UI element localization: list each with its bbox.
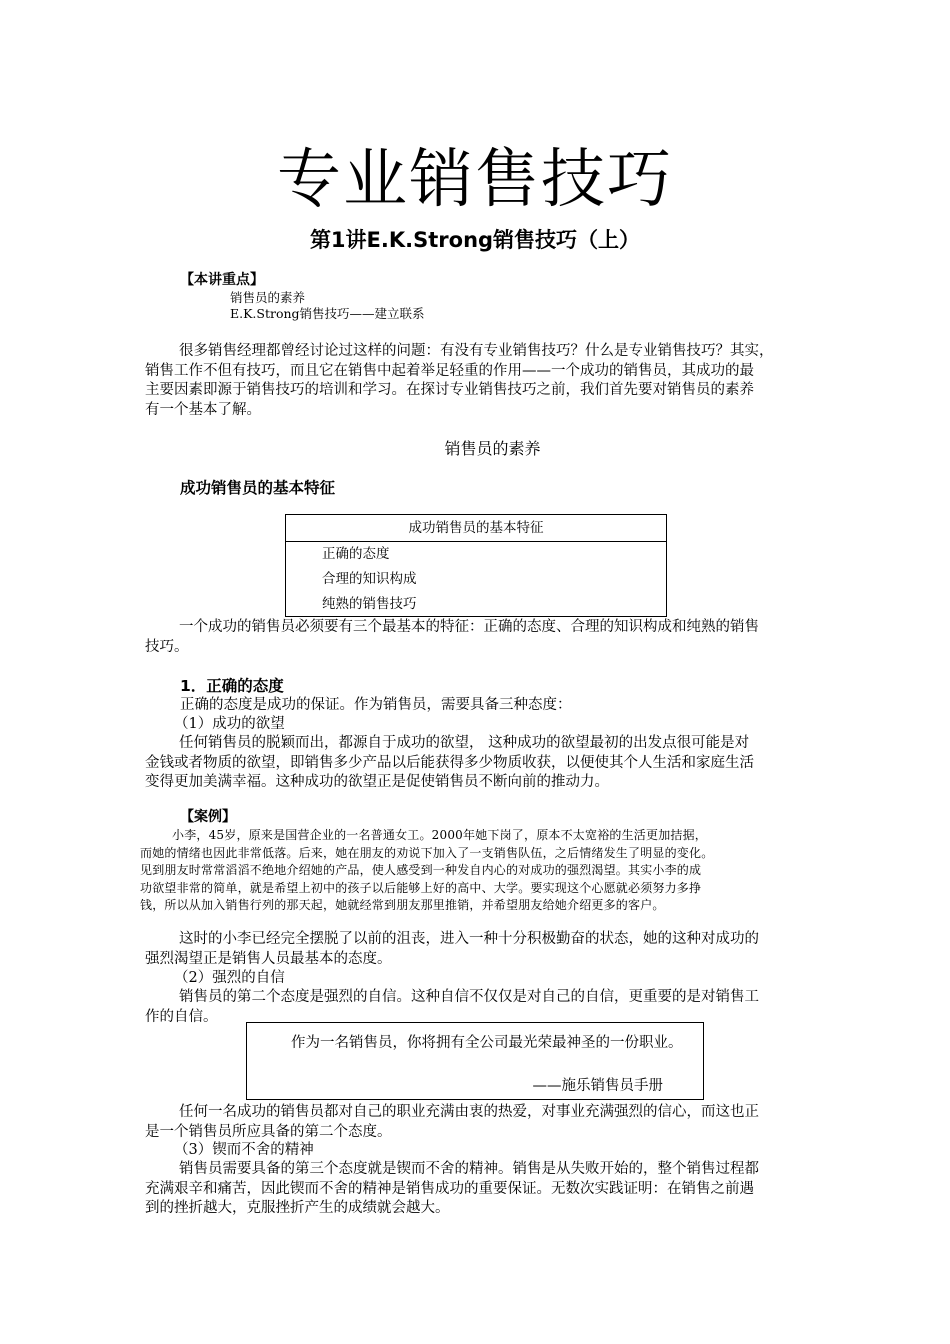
point-heading: 1．正确的态度	[180, 677, 284, 695]
desire-paragraph: 任何销售员的脱颖而出，都源自于成功的欲望， 这种成功的欲望最初的出发点很可能是对 金钱或者物质的欲望，即销售多少产品以后能获得多少物质收获，以便使其个人生活和家庭生活 变得更加美满幸福。这种成功的欲望正是促使销售员不断向前的推动力。	[145, 735, 754, 790]
features-box	[285, 514, 667, 617]
keypoints-label: 【本讲重点】	[180, 272, 264, 288]
case-follow-paragraph: 这时的小李已经完全摆脱了以前的沮丧，进入一种十分积极勤奋的状态，她的这种对成功的 强烈渴望正是销售人员最基本的态度。	[145, 931, 759, 967]
intro-paragraph: 很多销售经理都曾经讨论过这样的问题：有没有专业销售技巧？什么是专业销售技巧？其实， 销售工作不但有技巧，而且它在销售中起着举足轻重的作用——一个成功的销售员，其成功的最 主要因素即源于销售技巧的培训和学习。在探讨专业销售技巧之前，我们首先要对销售员的素养 有一个基本了解。	[145, 343, 774, 418]
perseverance-paragraph: 销售员需要具备的第三个态度就是锲而不舍的精神。销售是从失败开始的，整个销售过程都 充满艰辛和痛苦，因此锲而不舍的精神是销售成功的重要保证。无数次实践证明：在销售之前遇 到的挫折越大，克服挫折产生的成绩就会越大。	[145, 1161, 759, 1216]
keypoint-item: 销售员的素养	[230, 290, 306, 305]
quote-source: ——施乐销售员手册	[532, 1078, 663, 1094]
point-line: 正确的态度是成功的保证。作为销售员，需要具备三种态度：	[180, 697, 572, 713]
confidence-paragraph: 销售员的第二个态度是强烈的自信。这种自信不仅仅是对自己的自信，更重要的是对销售工 作的自信。	[145, 989, 759, 1025]
features-paragraph: 一个成功的销售员必须要有三个最基本的特征：正确的态度、合理的知识构成和纯熟的销售 技巧。	[145, 619, 759, 655]
sub-heading: （1）成功的欲望	[174, 716, 285, 732]
section-heading: 销售员的素养	[444, 439, 541, 458]
keypoint-item: E.K.Strong销售技巧——建立联系	[230, 306, 425, 321]
lecture-subtitle: 第1讲E.K.Strong销售技巧（上）	[309, 228, 641, 252]
feature-item: 纯熟的销售技巧	[322, 596, 417, 612]
subsection-heading: 成功销售员的基本特征	[180, 479, 336, 497]
case-label: 【案例】	[180, 809, 236, 825]
feature-item: 合理的知识构成	[322, 571, 417, 587]
sub-heading: （2）强烈的自信	[174, 970, 285, 986]
quote-box	[246, 1022, 704, 1100]
document-title: 专业销售技巧	[277, 143, 673, 217]
case-text: 小李，45岁，原来是国营企业的一名普通女工。2000年她下岗了，原本不太宽裕的生活更加拮据， 而她的情绪也因此非常低落。后来，她在朋友的劝说下加入了一支销售队伍，之后情绪发生了明显的变化。 见到朋友时常常滔滔不绝地介绍她的产品，使人感受到一种发自内心的对成功的强烈渴望。其实小李的成 功欲望非常的简单，就是希望上初中的孩子以后能够上好的高中、大学。要实现这个心愿就必须努力多挣 钱，所以从加入销售行列的那天起，她就经常到朋友那里推销，并希望朋友给她介绍更多的客户。	[140, 828, 714, 912]
quote-text: 作为一名销售员，你将拥有全公司最光荣最神圣的一份职业。	[291, 1035, 683, 1051]
sub-heading: （3）锲而不舍的精神	[174, 1142, 314, 1158]
quote-follow-paragraph: 任何一名成功的销售员都对自己的职业充满由衷的热爱，对事业充满强烈的信心，而这也正 是一个销售员所应具备的第二个态度。	[145, 1104, 759, 1140]
feature-item: 正确的态度	[322, 546, 390, 562]
features-box-header: 成功销售员的基本特征	[286, 515, 666, 542]
